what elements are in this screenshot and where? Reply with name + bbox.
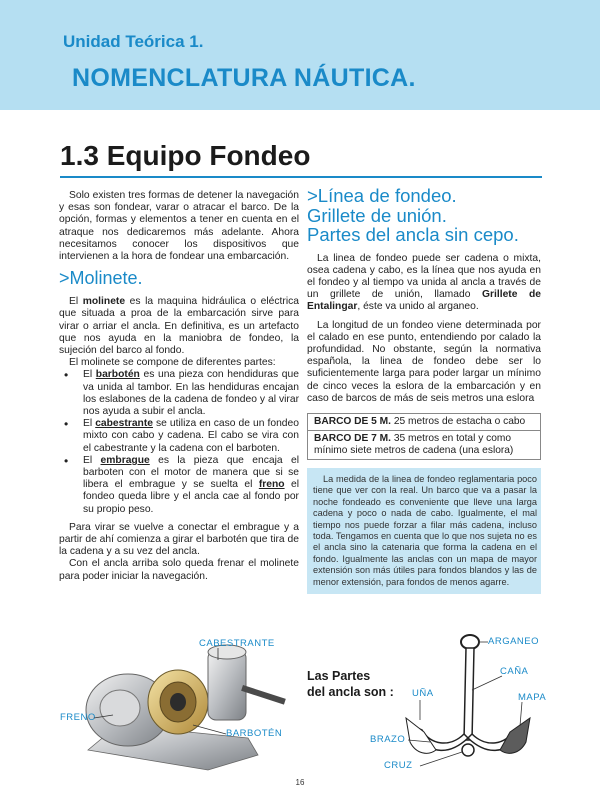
cana-label: CAÑA	[500, 666, 529, 677]
mapa-label: MAPA	[518, 692, 547, 703]
table-row: BARCO DE 7 M. 35 metros en total y como mínimo siete metros de cadena (una eslora)	[314, 432, 514, 456]
brazo-label: BRAZO	[370, 734, 406, 745]
freno-label: FRENO	[60, 712, 96, 723]
section-divider	[60, 176, 542, 178]
subject-title: NOMENCLATURA NÁUTICA.	[72, 64, 416, 92]
note-box: La medida de la linea de fondeo reglamentaria poco tiene que ver con la real. Un barco que va a pasar la noche fondeado es conveniente que lleve una larga cadena y poco o nada de cabo. Igualmente, el mal tiempo nos puede forzar a filar más cadena, incluso toda. Tengamos en cuenta que lo que nos sujeta no es el ancla sino la catenaria que forma la cadena en el fondo. Igualmente las anclas con un mapa de mayor extensión son más útiles para fondos blandos y las de menor extensión, para fondos de menos agarre.	[307, 468, 541, 594]
barboten-term: barbotén	[95, 369, 140, 381]
anchor-diagram	[360, 630, 560, 780]
linea-fondeo-heading: >Línea de fondeo. Grillete de unión. Partes del ancla sin cepo.	[307, 185, 519, 245]
page-header	[0, 0, 600, 110]
right-column	[307, 186, 541, 594]
molinete-paragraph: El molinete es la maquina hidráulica o eléctrica que situada a proa de la embarcación sirve para virar o arriar el ancla. En definitiva, es un artefacto que nos ayuda en la maniobra de fondeo, la sujeción del barco al fondo.	[59, 296, 299, 357]
table-row: BARCO DE 5 M. 25 metros de estacha o cabo	[308, 414, 540, 431]
list-item: • El embrague es la pieza que encaja el barboten con el motor de manera que si se libera el embrague y se suelta el freno el fondeo queda libre y el ancla cae al fondo por su propio peso.	[61, 455, 299, 516]
section-title: 1.3 Equipo Fondeo	[60, 140, 311, 171]
left-column	[59, 190, 299, 583]
virar-paragraph: Para virar se vuelve a conectar el embrague y a partir de ahí comienza a girar el barbotén que tira de la cadena y a su vez del ancla.	[59, 521, 299, 558]
grillete-term: Grillete de Entalingar	[307, 289, 541, 313]
frenar-paragraph: Con el ancla arriba solo queda frenar el molinete para poder iniciar la navegación.	[59, 558, 299, 582]
page-number: 16	[295, 778, 305, 787]
list-item: • El cabestrante se utiliza en caso de un fondeo mixto con cabo y cadena. El cabo se vira con el cabestrante y la cadena con el barboten.	[61, 418, 299, 455]
intro-paragraph: Solo existen tres formas de detener la navegación y esas son fondear, varar o atracar el barco. De la opción, formas y elementos a tener en cuenta en el atraque nos dedicaremos más adelante. Ahora necesitamos conocer los dispositivos que intervienen a la hora de fondear una embarcación.	[59, 190, 299, 263]
parts-intro-paragraph: El molinete se compone de diferentes partes:	[69, 357, 276, 369]
cruz-label: CRUZ	[384, 760, 413, 771]
linea-paragraph: La linea de fondeo puede ser cadena o mixta, osea cadena y cabo, es la línea que nos ayuda en el fondeo y al tiempo va unida al ancla a través de un grillete de unión, llamado Grillete de Entalingar, éste va unido al arganeo.	[307, 252, 541, 313]
anchor-image	[360, 630, 560, 780]
molinete-heading: >Molinete.	[59, 268, 143, 289]
freno-term: freno	[258, 479, 285, 491]
winch-illustration	[58, 630, 318, 780]
molinete-term: molinete	[82, 296, 126, 308]
barboten-label: BARBOTÉN	[226, 728, 283, 739]
anchor-parts-label: Las Partes del ancla son :	[307, 669, 394, 699]
longitud-paragraph: La longitud de un fondeo viene determinada por el calado en ese punto, entendiendo por calado la profundidad. No obstante, según la normativa española, la linea de fondeo debe ser lo suficientemente larga para poder largar un mínimo de cinco veces la eslora de la embarcación y en caso de barcos de más de seis metros una eslora	[307, 319, 541, 404]
boat-spec-table	[307, 413, 541, 460]
winch-pointer-lines	[58, 630, 318, 780]
embrague-term: embrague	[100, 454, 150, 466]
list-item: • El barbotén es una pieza con hendiduras que va unida al tambor. En las hendiduras encajan los eslabones de la cadena de fondeo y al virar nos ayuda a subir el ancla.	[61, 369, 299, 418]
unit-title: Unidad Teórica 1.	[63, 32, 204, 51]
molinete-parts-list	[61, 369, 299, 515]
arganeo-label: ARGANEO	[488, 636, 540, 647]
una-label: UÑA	[412, 688, 434, 699]
cabestrante-term: cabestrante	[95, 418, 153, 430]
cabestrante-label: CABESTRANTE	[199, 638, 275, 649]
